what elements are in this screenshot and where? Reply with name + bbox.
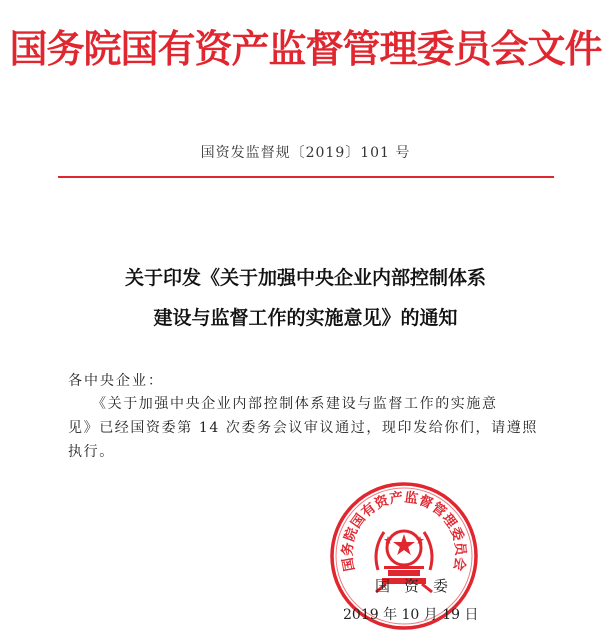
seal-arc-textpath: 国务院国有资产监督管理委员会 bbox=[339, 489, 469, 573]
document-header-title: 国务院国有资产监督管理委员会文件 bbox=[9, 27, 602, 71]
body-paragraph bbox=[68, 392, 554, 464]
notice-title bbox=[0, 258, 611, 338]
body-line-3: 执行。 bbox=[68, 444, 115, 460]
header-divider bbox=[58, 176, 554, 178]
issuer-name: 国资委 bbox=[375, 577, 463, 595]
salutation: 各中央企业： bbox=[68, 373, 164, 389]
document-number: 国资发监督规〔2019〕101 号 bbox=[200, 145, 411, 161]
body-line-2: 见》已经国资委第 14 次委务会议审议通过，现印发给你们，请遵照 bbox=[68, 420, 538, 436]
body-line-1: 《关于加强中央企业内部控制体系建设与监督工作的实施意 bbox=[92, 396, 498, 412]
issue-date: 2019 年 10 月 19 日 bbox=[343, 607, 479, 623]
notice-title-line-1: 关于印发《关于加强中央企业内部控制体系 bbox=[124, 267, 486, 289]
notice-title-line-2: 建设与监督工作的实施意见》的通知 bbox=[153, 307, 458, 329]
